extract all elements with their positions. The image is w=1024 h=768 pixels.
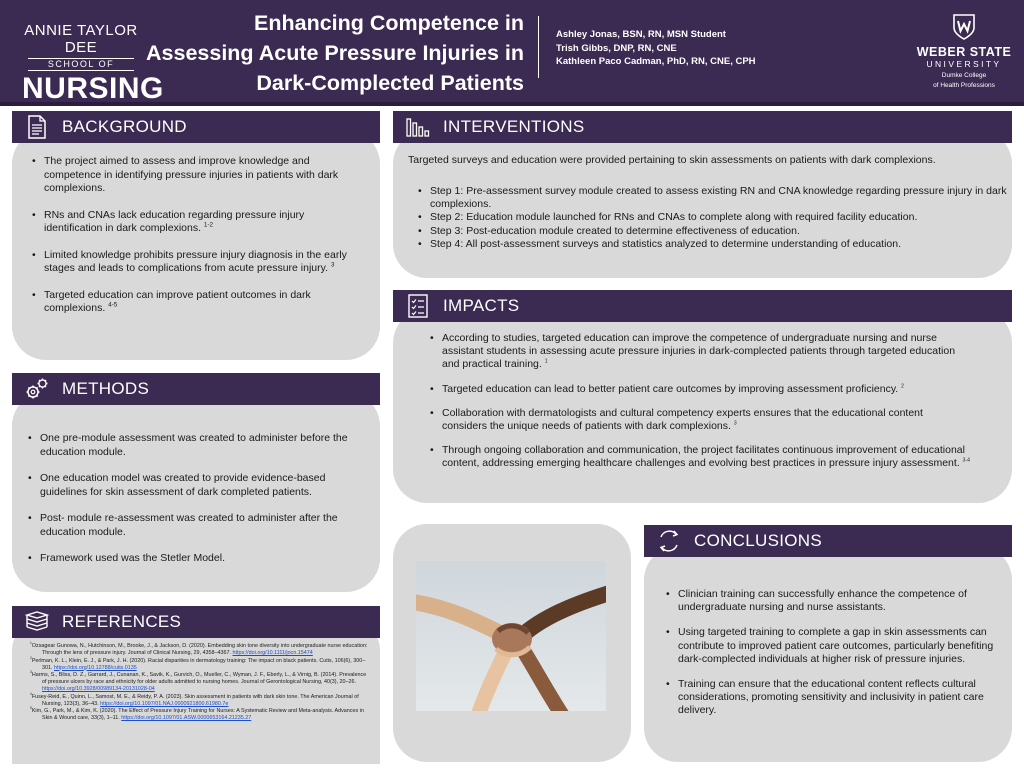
impacts-list xyxy=(430,332,970,482)
university-word: UNIVERSITY xyxy=(926,59,1002,69)
gears-icon xyxy=(24,376,50,402)
author: Kathleen Paco Cadman, PhD, RN, CNE, CPH xyxy=(556,56,756,67)
linked-hands-photo xyxy=(416,561,606,711)
references-banner xyxy=(12,606,380,638)
books-icon xyxy=(24,609,50,635)
list-item: • The project aimed to assess and improve knowledge and competence in identifying pressure injuries in patients with dark complexions. xyxy=(32,155,350,196)
interventions-intro: Targeted surveys and education were provided pertaining to skin assessments on patients with dark complexions. xyxy=(408,154,936,166)
citation: 3-4 xyxy=(962,457,970,464)
list-item: • Training can ensure that the educational content reflects cultural considerations, promoting sensitivity and inclusivity in patient care delivery. xyxy=(666,678,996,718)
reference-item: $^2$Perlman, K. L., Klein, E. J., & Park, J. H. (2020). Racial disparities in dermatology training: The impact on black patients. Cutis, 106(6), 300–301. https://doi.org/10.12788/cutis.0135 xyxy=(30,655,366,671)
list-item: • According to studies, targeted education can improve the competence of undergraduate nursing and nurse assistant students in assessing acute pressure injuries in dark-complected patients through targeted education and practical training. $^1$ xyxy=(430,332,970,372)
reference-link[interactable]: https://doi.org/10.1111/jocn.15474 xyxy=(232,650,313,656)
section-title: REFERENCES xyxy=(62,612,182,631)
author: Ashley Jonas, BSN, RN, MSN Student xyxy=(556,29,726,40)
interventions-banner xyxy=(393,111,1012,143)
list-item: • Targeted education can improve patient outcomes in dark complexions. $^{4-5}$ xyxy=(32,289,350,316)
bar-chart-icon xyxy=(405,114,431,140)
section-title: IMPACTS xyxy=(443,296,520,315)
list-item: • Step 1: Pre-assessment survey module created to assess existing RN and CNA knowledge regarding pressure injury in dark complexions. xyxy=(418,185,1008,211)
reference-list xyxy=(30,643,372,723)
document-icon xyxy=(24,114,50,140)
citation: 1 xyxy=(544,358,548,365)
citation: 1-2 xyxy=(203,221,214,229)
school-logo xyxy=(22,22,164,105)
background-banner xyxy=(12,111,380,143)
list-item: • One pre-module assessment was created to administer before the education module. xyxy=(28,432,368,459)
university-logo xyxy=(910,14,1018,89)
reference-item: $^4$Fusey-Reid, E., Quinn, L., Samost, M. E., & Reidy, P. A. (2023). Skin assessment in patients with dark skin tone. The American Journal of Nursing, 123(3), 36–43. https://doi.org/10.1097/01.NAJ.0000921800.61980.7e xyxy=(30,691,359,707)
citation: 4-5 xyxy=(108,301,118,309)
shield-icon xyxy=(953,14,975,40)
interventions-list xyxy=(418,185,1008,251)
reference-link[interactable]: https://doi.org/10.12788/cutis.0135 xyxy=(54,664,137,671)
list-item: • Collaboration with dermatologists and cultural competency experts ensures that the educational content considers the unique needs of patients with dark complexions. $^3$ xyxy=(430,407,970,433)
college-name: of Health Professions xyxy=(933,81,995,89)
poster-title: Enhancing Competence in Assessing Acute Pressure Injuries in Dark-Complected Patients xyxy=(146,11,524,95)
list-item: • Step 3: Post-education module created to determine effectiveness of education. xyxy=(418,225,1008,238)
school-name-line1: ANNIE TAYLOR DEE xyxy=(24,22,138,56)
list-item: • Step 2: Education module launched for RNs and CNAs to complete along with required facility education. xyxy=(418,211,1008,224)
hands-image-icon xyxy=(416,561,606,711)
section-title: METHODS xyxy=(62,379,150,398)
reference-link[interactable]: https://doi.org/10.3928/00989134-20131028-04 xyxy=(42,686,155,693)
reference-item: $^1$Ozsagear Gunowa, N., Hutchinson, M., Brooke, J., & Jackson, D. (2020). Embedding skin tone diversity into undergraduate nurse education: Through the lens of pressure injury. Journal of Clinical Nursing, 29, 4358–4367. https://doi.org/10.1111/jocn.15474 xyxy=(30,641,368,656)
background-list xyxy=(32,155,350,329)
author-list xyxy=(556,28,756,69)
university-name: WEBER STATE xyxy=(916,45,1012,59)
citation: 2 xyxy=(901,383,904,390)
school-name-line3: NURSING xyxy=(22,72,164,105)
citation: 3 xyxy=(330,261,335,269)
section-title: INTERVENTIONS xyxy=(443,117,585,136)
methods-list xyxy=(28,432,368,579)
section-title: BACKGROUND xyxy=(62,117,187,136)
reference-link[interactable]: https://doi.org/10.1097/01.NAJ.0000921800.61980.7e xyxy=(100,700,229,707)
section-title: CONCLUSIONS xyxy=(694,531,822,550)
cycle-arrows-icon xyxy=(656,528,682,554)
impacts-banner xyxy=(393,290,1012,322)
header-divider xyxy=(538,16,539,78)
college-name: Dumke College xyxy=(941,72,987,79)
list-item: • One education model was created to provide evidence-based guidelines for skin assessment of dark completed patients. xyxy=(28,472,368,499)
list-item: • Using targeted training to complete a gap in skin assessments can contribute to improved patient care outcomes, particularly benefiting dark-complected individuals at higher risk of pressure injuries. xyxy=(666,626,996,666)
conclusions-list xyxy=(666,588,996,730)
reference-item: $^3$Harms, S., Bliss, D. Z., Garrard, J., Cunanan, K., Savik, K., Gurvich, O., Mueller, C., Wyman, J. F., Eberly, L., & Virnig, B. (2014). Prevalence of pressure ulcers by race and ethnicity for older adults admitted to nursing homes. Journal of Gerontological Nursing, 40(3), 20–26. https://doi.org/10.3928/00989134-20131028-04 xyxy=(30,670,367,693)
checklist-icon xyxy=(405,293,431,319)
list-item: • Clinician training can successfully enhance the competence of undergraduate nursing and nurse assistants. xyxy=(666,588,996,614)
author: Trish Gibbs, DNP, RN, CNE xyxy=(556,42,677,54)
list-item: • Through ongoing collaboration and communication, the project facilitates continuous improvement of educational content, addressing emerging healthcare challenges and evolving best practices in pressure injury assessment. $^{3-4}$ xyxy=(430,444,970,470)
list-item: • Post- module re-assessment was created to administer after the education module. xyxy=(28,512,368,539)
reference-link[interactable]: https://doi.org/10.1097/01.ASW.0000653164.21235.27 xyxy=(121,715,252,722)
citation: 3 xyxy=(733,420,737,427)
list-item: • Targeted education can lead to better patient care outcomes by improving assessment proficiency. $^2$ xyxy=(430,383,970,396)
school-name-line2: SCHOOL OF xyxy=(28,58,134,71)
list-item: • RNs and CNAs lack education regarding pressure injury identification in dark complexions. $^{1-2}$ xyxy=(32,209,350,236)
conclusions-banner xyxy=(644,525,1012,557)
reference-item: $^5$Kim, G., Park, M., & Kim, K. (2020). The Effect of Pressure Injury Training for Nurses: A Systematic Review and Meta-analysis. Advances in Skin & Wound care, 33(3), 1–11. https://doi.org/10.1097/01.ASW.0000653164.21235.27 xyxy=(30,706,364,722)
list-item: • Limited knowledge prohibits pressure injury diagnosis in the early stages and leads to complications from acute pressure injury. $^3$ xyxy=(32,249,350,276)
poster-header xyxy=(0,0,1024,106)
list-item: • Framework used was the Stetler Model. xyxy=(28,552,368,566)
list-item: • Step 4: All post-assessment surveys and statistics analyzed to determine understanding of education. xyxy=(418,238,1008,251)
methods-banner xyxy=(12,373,380,405)
